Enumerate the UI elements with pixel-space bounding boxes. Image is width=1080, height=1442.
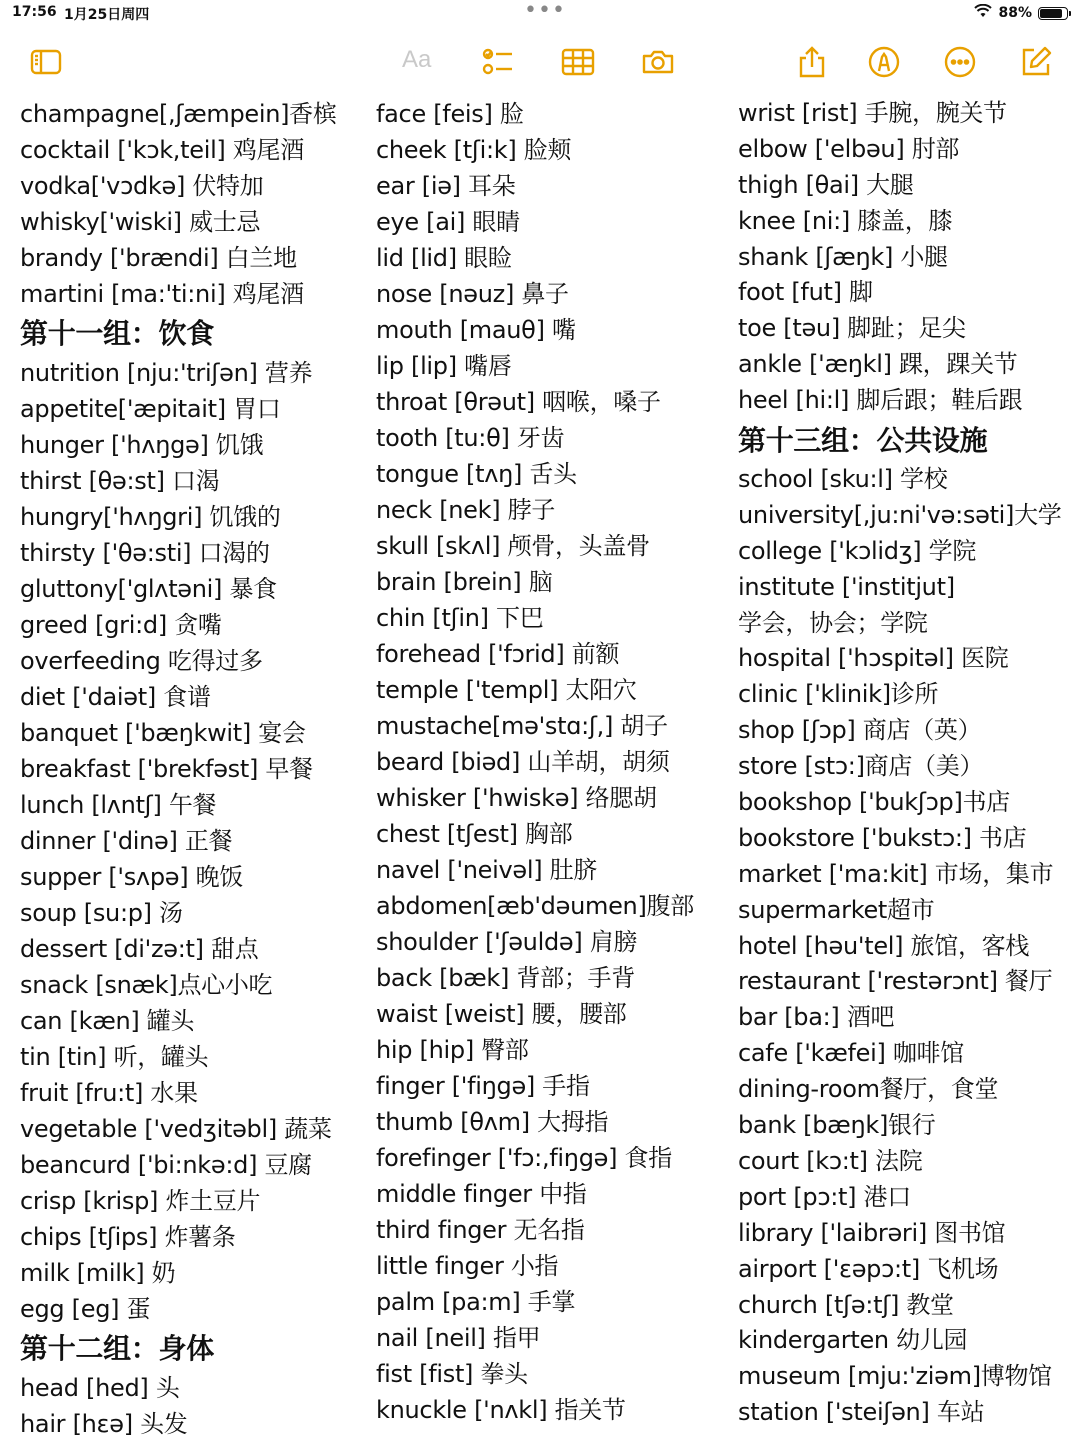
vocab-line: fist [fist] 拳头 <box>376 1360 528 1388</box>
vocab-line: college ['kɔlidʒ] 学院 <box>738 536 977 565</box>
vocab-line: bar [ba:] 酒吧 <box>738 1003 895 1032</box>
vocab-line: overfeeding 吃得过多 <box>20 647 263 675</box>
vocab-line: church [tʃə:tʃ] 教堂 <box>738 1290 954 1319</box>
vocab-line: lip [lip] 嘴唇 <box>376 352 512 380</box>
vocab-line: court [kɔ:t] 法院 <box>738 1146 923 1175</box>
battery-percent: 88% <box>998 5 1032 21</box>
vocab-line: dessert [di'zə:t] 甜点 <box>20 935 259 963</box>
vocab-line: crisp [krisp] 炸土豆片 <box>20 1187 261 1215</box>
format-text-icon[interactable]: Aa <box>402 46 432 73</box>
vocab-line: kindergarten 幼儿园 <box>738 1326 968 1355</box>
vocab-line: lunch [lʌntʃ] 午餐 <box>20 791 217 819</box>
vocab-line: gluttony['glʌtəni] 暴食 <box>20 575 277 603</box>
vocab-line: shop [ʃɔp] 商店（英） <box>738 716 982 745</box>
vocab-line: chips [tʃips] 炸薯条 <box>20 1223 236 1251</box>
vocab-line: wrist [rist] 手腕，腕关节 <box>738 99 1007 127</box>
notes-toolbar <box>0 34 1080 90</box>
status-date: 1月25日周四 <box>64 7 150 23</box>
vocab-line: bookstore ['bukstɔ:] 书店 <box>738 823 1027 852</box>
vocab-line: institute ['institjut] <box>738 572 955 601</box>
vocab-line: tooth [tu:θ] 牙齿 <box>376 424 565 452</box>
vocab-line: forefinger ['fɔ:,fiŋgə] 食指 <box>376 1144 672 1172</box>
vocab-line: tin [tin] 听，罐头 <box>20 1043 209 1071</box>
section-heading: 第十一组：饮食 <box>20 317 214 350</box>
vocab-line: soup [su:p] 汤 <box>20 899 183 927</box>
status-time: 17:56 <box>12 4 57 20</box>
vocab-line: back [bæk] 背部；手背 <box>376 964 635 992</box>
section-heading: 第十二组：身体 <box>20 1332 214 1365</box>
vocab-line: station ['steiʃən] 车站 <box>738 1398 985 1427</box>
vocab-line: breakfast ['brekfəst] 早餐 <box>20 755 313 783</box>
battery-level <box>1040 9 1062 18</box>
vocab-line: middle finger 中指 <box>376 1180 587 1208</box>
vocab-line: temple ['templ] 太阳穴 <box>376 676 637 704</box>
vocab-line: thigh [θai] 大腿 <box>738 170 914 199</box>
vocab-line: palm [pa:m] 手掌 <box>376 1288 576 1316</box>
vocab-line: greed [gri:d] 贪嘴 <box>20 611 222 639</box>
vocab-line: market ['ma:kit] 市场，集市 <box>738 859 1054 888</box>
vocab-line: shank [ʃæŋk] 小腿 <box>738 242 948 271</box>
vocab-line: library ['laibrəri] 图书馆 <box>738 1218 1006 1247</box>
vocab-line: nose [nəuz] 鼻子 <box>376 280 569 308</box>
vocab-line: nutrition [nju:'triʃən] 营养 <box>20 359 313 387</box>
vocab-line: cafe ['kæfei] 咖啡馆 <box>738 1039 964 1068</box>
vocab-line: vegetable ['vedʒitəbl] 蔬菜 <box>20 1115 332 1143</box>
note-body[interactable] <box>0 96 1080 1440</box>
vocab-line: brandy ['brændi] 白兰地 <box>20 244 297 272</box>
vocab-line: ear [iə] 耳朵 <box>376 172 516 200</box>
vocab-line: hungry['hʌŋgri] 饥饿的 <box>20 503 281 531</box>
vocab-line: diet ['daiət] 食谱 <box>20 683 211 711</box>
vocab-line: lid [lid] 眼睑 <box>376 244 512 272</box>
vocab-line: third finger 无名指 <box>376 1216 585 1244</box>
vocab-line: beancurd ['bi:nkə:d] 豆腐 <box>20 1151 312 1179</box>
table-icon[interactable] <box>560 44 596 80</box>
vocab-line: knee [ni:] 膝盖，膝 <box>738 206 953 235</box>
vocab-line: little finger 小指 <box>376 1252 559 1280</box>
vocab-line: thirsty ['θə:sti] 口渴的 <box>20 539 270 567</box>
vocab-line: cocktail ['kɔk,teil] 鸡尾酒 <box>20 136 304 164</box>
vocab-line: whisker ['hwiskə] 络腮胡 <box>376 784 657 812</box>
vocab-line: banquet ['bæŋkwit] 宴会 <box>20 719 306 747</box>
vocab-line: beard [biəd] 山羊胡，胡须 <box>376 748 670 776</box>
column-1 <box>20 96 360 1442</box>
camera-icon[interactable] <box>640 44 676 80</box>
checklist-icon[interactable] <box>480 44 516 80</box>
vocab-line: school [sku:l] 学校 <box>738 465 948 494</box>
more-icon[interactable] <box>942 44 978 80</box>
vocab-line: waist [weist] 腰，腰部 <box>376 1000 627 1028</box>
vocab-line: dining-room餐厅，食堂 <box>738 1075 999 1104</box>
vocab-line: clinic ['klinik]诊所 <box>738 680 939 709</box>
vocab-line: store [stɔ:]商店（美） <box>738 752 984 781</box>
vocab-line: foot [fut] 脚 <box>738 278 873 307</box>
vocab-line: finger ['fiŋgə] 手指 <box>376 1072 590 1100</box>
vocab-line: chest [tʃest] 胸部 <box>376 820 573 848</box>
status-right <box>974 4 1068 22</box>
vocab-line: appetite['æpitait] 胃口 <box>20 395 281 423</box>
vocab-line: abdomen[æb'dəumen]腹部 <box>376 892 694 920</box>
vocab-line: bank [bæŋk]银行 <box>738 1111 936 1140</box>
vocab-line: hip [hip] 臀部 <box>376 1036 529 1064</box>
vocab-line: vodka['vɔdkə] 伏特加 <box>20 172 264 200</box>
vocab-line: neck [nek] 脖子 <box>376 496 556 524</box>
vocab-line: fruit [fru:t] 水果 <box>20 1079 198 1107</box>
vocab-line: head [hed] 头 <box>20 1374 180 1402</box>
markup-pen-icon[interactable] <box>866 44 902 80</box>
column-3 <box>738 96 1080 1431</box>
vocab-line: throat [θrəut] 咽喉，嗓子 <box>376 388 661 416</box>
vocab-line: restaurant ['restərɔnt] 餐厅 <box>738 967 1053 996</box>
share-icon[interactable] <box>794 44 830 80</box>
vocab-line: whisky['wiski] 威士忌 <box>20 208 261 236</box>
vocab-line: brain [brein] 脑 <box>376 568 553 596</box>
wifi-icon <box>974 4 992 22</box>
vocab-line: can [kæn] 罐头 <box>20 1007 195 1035</box>
vocab-line: thumb [θʌm] 大拇指 <box>376 1108 609 1136</box>
vocab-line: museum [mju:'ziəm]博物馆 <box>738 1362 1052 1391</box>
vocab-line: airport ['εəpɔ:t] 飞机场 <box>738 1254 999 1283</box>
vocab-line: hunger ['hʌŋgə] 饥饿 <box>20 431 264 459</box>
vocab-line: chin [tʃin] 下巴 <box>376 604 544 632</box>
vocab-line: university[,ju:ni'və:səti]大学 <box>738 500 1062 529</box>
vocab-line: egg [eg] 蛋 <box>20 1295 151 1323</box>
section-heading: 第十三组：公共设施 <box>738 424 988 458</box>
multitasking-dots-icon[interactable]: ••• <box>524 0 566 23</box>
vocab-line: milk [milk] 奶 <box>20 1259 176 1287</box>
vocab-line: bookshop ['bukʃɔp]书店 <box>738 788 1010 817</box>
vocab-line: tongue [tʌŋ] 舌头 <box>376 460 577 488</box>
vocab-line: nail [neil] 指甲 <box>376 1324 541 1352</box>
status-bar <box>0 0 1080 28</box>
vocab-line: hotel [həu'tel] 旅馆，客栈 <box>738 931 1030 960</box>
vocab-line: skull [skʌl] 颅骨，头盖骨 <box>376 532 650 560</box>
vocab-line: supper ['sʌpə] 晚饭 <box>20 863 244 891</box>
battery-icon <box>1038 7 1068 20</box>
column-2 <box>376 96 721 1428</box>
sidebar-icon[interactable] <box>28 44 64 80</box>
vocab-line: cheek [tʃi:k] 脸颊 <box>376 136 572 164</box>
vocab-line: toe [təu] 脚趾；足尖 <box>738 314 966 343</box>
vocab-line: shoulder ['ʃəuldə] 肩膀 <box>376 928 638 956</box>
vocab-line: mustache[mə'stɑ:ʃ,] 胡子 <box>376 712 668 740</box>
vocab-line: 学会，协会；学院 <box>738 608 928 637</box>
vocab-line: hospital ['hɔspitəl] 医院 <box>738 644 1009 673</box>
vocab-line: thirst [θə:st] 口渴 <box>20 467 220 495</box>
vocab-line: martini [ma:'ti:ni] 鸡尾酒 <box>20 280 304 308</box>
vocab-line: heel [hi:l] 脚后跟；鞋后跟 <box>738 386 1023 415</box>
vocab-line: supermarket超市 <box>738 895 935 924</box>
vocab-line: face [feis] 脸 <box>376 100 524 128</box>
vocab-line: port [pɔ:t] 港口 <box>738 1182 911 1211</box>
vocab-line: ankle ['æŋkl] 踝，踝关节 <box>738 350 1018 379</box>
vocab-line: navel ['neivəl] 肚脐 <box>376 856 598 884</box>
vocab-line: dinner ['dinə] 正餐 <box>20 827 233 855</box>
vocab-line: snack [snæk]点心小吃 <box>20 971 273 999</box>
vocab-line: hair [hεə] 头发 <box>20 1410 188 1438</box>
vocab-line: mouth [mauθ] 嘴 <box>376 316 576 344</box>
vocab-line: champagne[,ʃæmpein]香槟 <box>20 100 337 128</box>
vocab-line: elbow ['elbəu] 肘部 <box>738 134 960 163</box>
vocab-line: eye [ai] 眼睛 <box>376 208 520 236</box>
vocab-line: forehead ['fɔrid] 前额 <box>376 640 620 668</box>
vocab-line: knuckle ['nʌkl] 指关节 <box>376 1396 626 1424</box>
compose-icon[interactable] <box>1018 44 1054 80</box>
